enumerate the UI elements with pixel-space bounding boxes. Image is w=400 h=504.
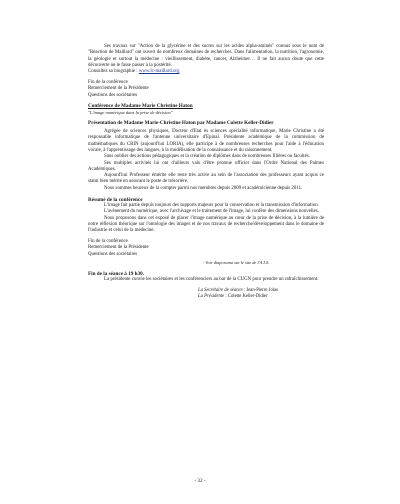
presentation-paragraph: Agrégée de sciences physiques, Docteur d'Etat ès sciences spécialité informatique, Marie Christine a été responsable informatique de l'antenne universitaire d'Epinal. Présidente académique de la commission de mathématiques du CRIN (aujourd'hui LORIA), elle participe à de nombreuses recherches pour l'aide à l'éducation vocale, à l'apprentissage des langues, à la modélisation de la connaissance et du raisonnement.: [88, 129, 324, 153]
resume-heading: Résumé de la conférence: [88, 196, 143, 203]
biography-link[interactable]: www.lc-maillard.org: [138, 69, 180, 75]
closing-item: Remerciement de la Présidente: [88, 245, 149, 251]
biography-prefix: Consultez sa biographie :: [88, 69, 139, 75]
closing-item: Remerciement de la Présidente: [88, 86, 149, 92]
biography-line: [88, 69, 324, 75]
closing-item: Questions des sociétaires: [88, 251, 138, 257]
closing-list-1: [88, 80, 324, 99]
resume-paragraph: Nous proposons dans cet exposé de placer l'image numérique au cœur de la prise de décision, à la lumière de notre réflexion théorique sur l'ontologie des images et de nos travaux de recherche/développement dans le domaine de l'industrie et celui de la médecine.: [88, 215, 324, 234]
intro-paragraph: Ses travaux sur "Action de la glycérine et des sucres sur les acides alpha-aminés" connus sous le nom de "Réaction de Maillard" ont ouvert de nombreux domaines de recherches. Dans l'alimentation, la nutrition, l'agronomie, la géologie et surtout la médecine : vieillissement, diabète, cancer, Alzheimer… Il ne fait aucun doute que cette découverte ne le fasse passer à la postérité.: [88, 44, 324, 68]
conference-title: Conférence de Madame Marie Christine Haton: [88, 103, 193, 110]
closing-list-2: [88, 239, 324, 258]
resume-section: [88, 197, 324, 235]
resume-paragraph: L'avènement du numérique, avec l'archivage et le traitement de l'image, lui confère des dimensions nouvelles.: [104, 209, 319, 215]
presentation-paragraph: Aujourd'hui Professeur émérite elle reste très active au sein de l'association des professeurs ayant acquis ce statut bien mérité en assurant le poste de trésorière.: [88, 173, 324, 185]
end-of-session-heading: Fin de la séance à 19 h30.: [88, 270, 145, 277]
end-of-session-text: La présidente convie les sociétaires et les conférenciers au bar de la CUGN pour prendre un rafraîchissement.: [104, 277, 319, 283]
closing-item: Questions des sociétaires: [88, 92, 138, 98]
presentation-paragraph: Sans oublier des actions pédagogiques et la création de diplômes dans de nombreuses filières ou facultés.: [104, 154, 310, 160]
president-signature: [88, 294, 324, 300]
secretary-role: La Secrétaire de séance: [198, 288, 243, 294]
secretary-name: : Jean-Pierre Jolas: [242, 288, 279, 294]
presentation-section: [88, 120, 324, 192]
resume-paragraph: L'image fait partie depuis toujours des supports majeurs pour la conservation et la transmission d'information.: [104, 203, 319, 209]
president-name: : Colette Keller-Didier: [224, 294, 268, 300]
presentation-paragraph: Nous sommes heureux de la compter parmi nos membres depuis 2009 et académicienne depuis 2011.: [104, 185, 303, 191]
document-page: [88, 44, 324, 301]
page-number: - 32 -: [194, 478, 206, 484]
closing-item: Fin de la conférence: [88, 79, 128, 85]
signatures: [88, 288, 324, 301]
president-role: La Présidente: [198, 294, 225, 300]
presentation-paragraph: Ses multiples activités lui ont d'ailleurs valu d'être promue officier dans l'Ordre National des Palmes Académiques.: [88, 160, 324, 172]
diaporama-note: - Voir diaporama sur le site de l'A.I.S.: [202, 260, 270, 265]
end-of-session: [88, 271, 324, 284]
closing-item: Fin de la conférence: [88, 239, 128, 245]
conference-subtitle: "L'image numérique dans la prise de décision": [88, 109, 173, 115]
presentation-heading: Présentation de Madame Marie-Christine Haton par Madame Colette Keller-Didier: [88, 120, 274, 127]
conference-header: [88, 103, 324, 116]
